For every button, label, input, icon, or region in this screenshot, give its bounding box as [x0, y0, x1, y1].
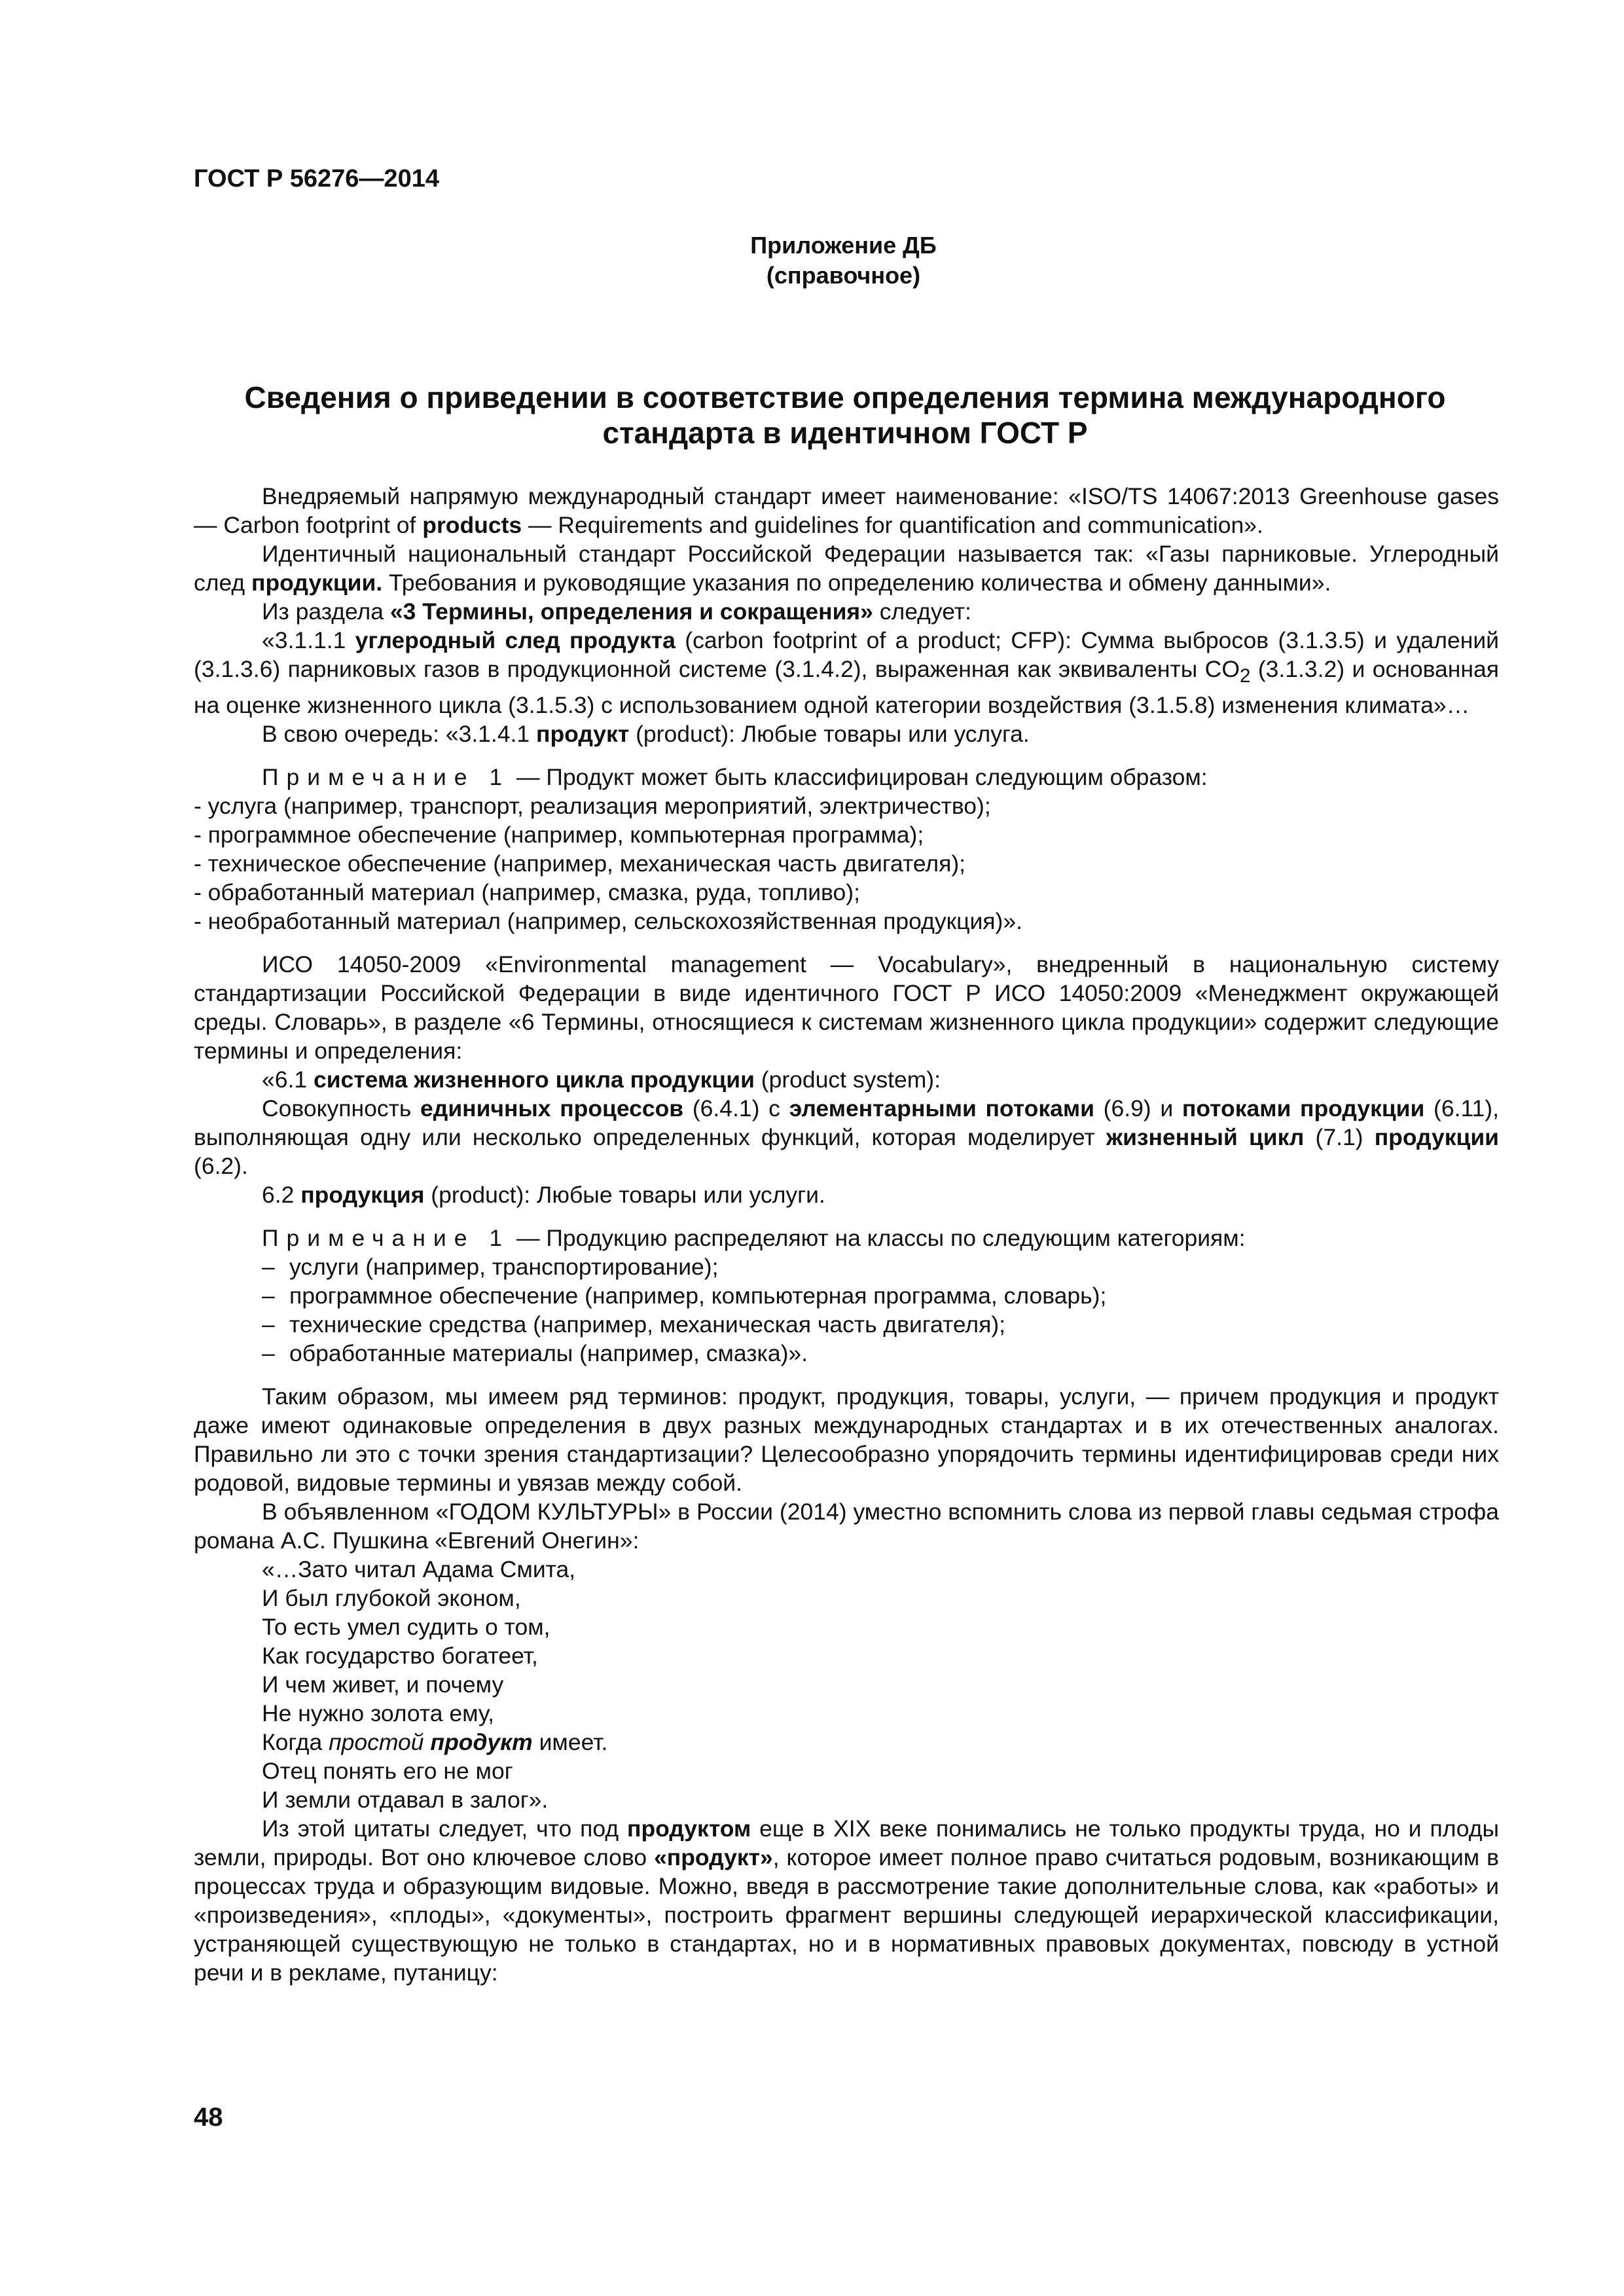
section-title-line-2: стандарта в идентичном ГОСТ Р	[602, 416, 1088, 450]
verse-line: «…Зато читал Адама Смита,	[262, 1556, 576, 1583]
paragraph-iso-14050: ИСО 14050-2009 «Environmental management — Vocabulary», внедренный в национальную систему стандартизации Российской Федерации в виде идентичного ГОСТ Р ИСО 14050:2009 «Менеджмент окружающей среды. Словарь», в разделе «6 Термины, относящиеся к системам жизненного цикла продукции» содержит следующие термины и определения:	[194, 951, 1499, 1065]
annex-title: Приложение ДБ	[750, 232, 937, 259]
paragraph-cfp-definition: «3.1.1.1 углеродный след продукта (carbon footprint of a product; CFP): Сумма выбросов (3.1.3.5) и удалений (3.1.3.6) парниковых газов в продукционной системе (3.1.4.2), выраженная как эквиваленты $CO_2$ (3.1.3.2) и основанная на оценке жизненного цикла (3.1.5.3) с использованием одной категории воздействия (3.1.5.8) изменения климата»…	[194, 627, 1500, 719]
poem-quote	[194, 1555, 1499, 1814]
paragraph-product-definition: В свою очередь: «3.1.4.1 продукт (product): Любые товары или услуга.	[262, 721, 1030, 748]
paragraph-product-system: «6.1 система жизненного цикла продукции (product system):	[262, 1066, 941, 1093]
list-item: - техническое обеспечение (например, механическая часть двигателя);	[194, 850, 966, 877]
list-item: - программное обеспечение (например, компьютерная программа);	[194, 822, 924, 848]
verse-line: Не нужно золота ему,	[262, 1700, 494, 1727]
list-item: – услуги (например, транспортирование);	[262, 1254, 719, 1281]
paragraph-section-ref: Из раздела «3 Термины, определения и сокращения» следует:	[262, 598, 971, 625]
list-item: - обработанный материал (например, смазка, руда, топливо);	[194, 879, 860, 906]
note-label: Примечание 1	[262, 764, 511, 791]
paragraph-standard-name: Внедряемый напрямую международный стандарт имеет наименование: «ISO/TS 14067:2013 Greenhouse gases — Carbon footprint of products — Requirements and guidelines for quantification and communication».	[194, 483, 1499, 538]
verse-line: Отец понять его не мог	[262, 1758, 513, 1785]
paragraph-national-standard: Идентичный национальный стандарт Российской Федерации называется так: «Газы парниковые. Углеродный след продукции. Требования и руководящие указания по определению количества и обмену данными».	[194, 541, 1499, 596]
page-number: 48	[194, 2103, 223, 2132]
section-title	[194, 380, 1496, 450]
verse-line: И чем живет, и почему	[262, 1671, 504, 1698]
annex-status: (справочное)	[766, 262, 921, 289]
verse-line: То есть умел судить о том,	[262, 1614, 550, 1641]
verse-line: И был глубокой эконом,	[262, 1585, 521, 1612]
list-item: – программное обеспечение (например, компьютерная программа, словарь);	[262, 1283, 1107, 1309]
verse-line: Когда простой продукт имеет.	[262, 1729, 608, 1756]
note-label: Примечание 1	[262, 1225, 511, 1252]
list-item: – обработанные материалы (например, смазка)».	[262, 1340, 808, 1367]
paragraph-production-definition: 6.2 продукция (product): Любые товары или услуги.	[262, 1182, 825, 1209]
paragraph-product-system-definition: Совокупность единичных процессов (6.4.1) с элементарными потоками (6.9) и потоками продукции (6.11), выполняющая одну или несколько определенных функций, которая моделирует жизненный цикл (7.1) продукции (6.2).	[194, 1095, 1499, 1180]
note-production-classes: Примечание 1 — Продукцию распределяют на классы по следующим категориям:	[262, 1225, 1246, 1252]
verse-line: Как государство богатеет,	[262, 1643, 538, 1669]
document-identifier: ГОСТ Р 56276—2014	[194, 165, 439, 192]
verse-line: И земли отдавал в залог».	[262, 1787, 549, 1813]
paragraph-year-of-culture: В объявленном «ГОДОМ КУЛЬТУРЫ» в России (2014) уместно вспомнить слова из первой главы седьмая строфа романа А.С. Пушкина «Евгений Онегин»:	[194, 1499, 1499, 1554]
list-item: - необработанный материал (например, сельскохозяйственная продукция)».	[194, 908, 1022, 935]
list-item: - услуга (например, транспорт, реализация мероприятий, электричество);	[194, 793, 991, 820]
paragraph-terms-summary: Таким образом, мы имеем ряд терминов: продукт, продукция, товары, услуги, — причем продукция и продукт даже имеют одинаковые определения в двух разных международных стандартах и в их отечественных аналогах. Правильно ли это с точки зрения стандартизации? Целесообразно упорядочить термины идентифицировав среди них родовой, видовые термины и увязав между собой.	[194, 1383, 1499, 1497]
document-body	[194, 482, 1499, 1987]
list-item: – технические средства (например, механическая часть двигателя);	[262, 1311, 1006, 1338]
note-product-classification: Примечание 1 — Продукт может быть классифицирован следующим образом:	[262, 764, 1208, 791]
paragraph-quote-analysis: Из этой цитаты следует, что под продуктом еще в XIX веке понимались не только продукты труда, но и плоды земли, природы. Вот оно ключевое слово «продукт», которое имеет полное право считаться родовым, возникающим в процессах труда и образующим видовые. Можно, введя в рассмотрение такие дополнительные слова, как «работы» и «произведения», «плоды», «документы», построить фрагмент вершины следующей иерархической классификации, устраняющей существующую не только в стандартах, но и в нормативных правовых документах, повсюду в устной речи и в рекламе, путаницу:	[194, 1815, 1500, 1986]
annex-heading	[655, 230, 1032, 291]
section-title-line-1: Сведения о приведении в соответствие определения термина международного	[244, 380, 1446, 414]
